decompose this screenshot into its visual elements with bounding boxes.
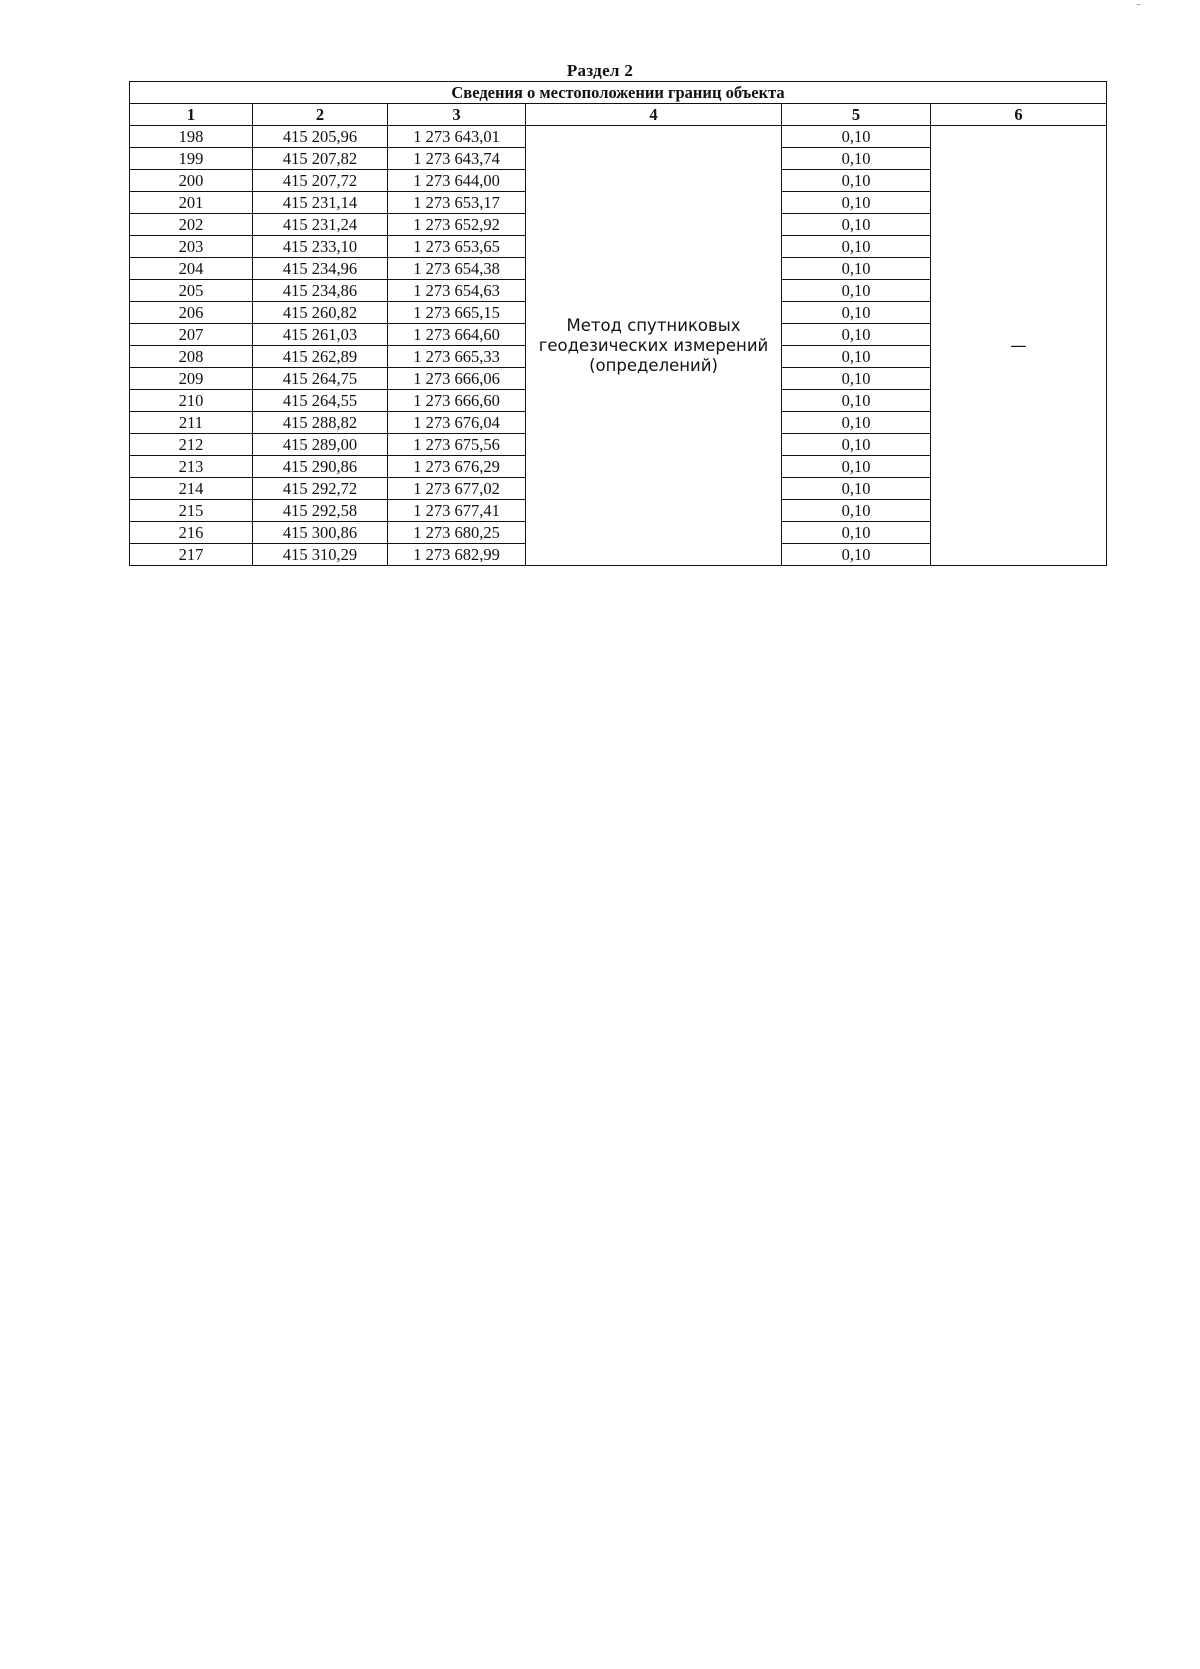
- x-coordinate-cell: 415 233,10: [253, 236, 388, 258]
- accuracy-cell: 0,10: [782, 170, 931, 192]
- point-number-cell: 206: [130, 302, 253, 324]
- scan-speck: [1137, 4, 1140, 5]
- x-coordinate-cell: 415 292,72: [253, 478, 388, 500]
- column-number-6: 6: [931, 104, 1107, 126]
- accuracy-cell: 0,10: [782, 214, 931, 236]
- point-number-cell: 202: [130, 214, 253, 236]
- y-coordinate-cell: 1 273 676,29: [388, 456, 526, 478]
- accuracy-cell: 0,10: [782, 544, 931, 566]
- x-coordinate-cell: 415 261,03: [253, 324, 388, 346]
- x-coordinate-cell: 415 264,75: [253, 368, 388, 390]
- x-coordinate-cell: 415 231,14: [253, 192, 388, 214]
- section-title: Раздел 2: [566, 61, 634, 80]
- x-coordinate-cell: 415 300,86: [253, 522, 388, 544]
- y-coordinate-cell: 1 273 675,56: [388, 434, 526, 456]
- point-number-cell: 204: [130, 258, 253, 280]
- y-coordinate-cell: 1 273 643,01: [388, 126, 526, 148]
- column-number-4: 4: [526, 104, 782, 126]
- y-coordinate-cell: 1 273 654,63: [388, 280, 526, 302]
- x-coordinate-cell: 415 290,86: [253, 456, 388, 478]
- x-coordinate-cell: 415 262,89: [253, 346, 388, 368]
- y-coordinate-cell: 1 273 654,38: [388, 258, 526, 280]
- measurement-method-cell: Метод спутниковых геодезических измерений (определений): [526, 126, 782, 566]
- y-coordinate-cell: 1 273 677,02: [388, 478, 526, 500]
- x-coordinate-cell: 415 260,82: [253, 302, 388, 324]
- column-number-1: 1: [130, 104, 253, 126]
- y-coordinate-cell: 1 273 665,15: [388, 302, 526, 324]
- y-coordinate-cell: 1 273 664,60: [388, 324, 526, 346]
- point-number-cell: 201: [130, 192, 253, 214]
- point-number-cell: 203: [130, 236, 253, 258]
- x-coordinate-cell: 415 234,96: [253, 258, 388, 280]
- y-coordinate-cell: 1 273 666,60: [388, 390, 526, 412]
- point-number-cell: 209: [130, 368, 253, 390]
- column-number-row: [130, 104, 1107, 126]
- boundary-coordinates-table: [129, 81, 1107, 566]
- point-number-cell: 217: [130, 544, 253, 566]
- accuracy-cell: 0,10: [782, 302, 931, 324]
- table-row: [130, 126, 1107, 148]
- y-coordinate-cell: 1 273 666,06: [388, 368, 526, 390]
- point-number-cell: 213: [130, 456, 253, 478]
- point-number-cell: 199: [130, 148, 253, 170]
- point-number-cell: 208: [130, 346, 253, 368]
- point-number-cell: 207: [130, 324, 253, 346]
- y-coordinate-cell: 1 273 676,04: [388, 412, 526, 434]
- accuracy-cell: 0,10: [782, 258, 931, 280]
- accuracy-cell: 0,10: [782, 412, 931, 434]
- point-number-cell: 198: [130, 126, 253, 148]
- x-coordinate-cell: 415 205,96: [253, 126, 388, 148]
- column-number-3: 3: [388, 104, 526, 126]
- y-coordinate-cell: 1 273 644,00: [388, 170, 526, 192]
- point-number-cell: 200: [130, 170, 253, 192]
- accuracy-cell: 0,10: [782, 126, 931, 148]
- accuracy-cell: 0,10: [782, 148, 931, 170]
- accuracy-cell: 0,10: [782, 478, 931, 500]
- accuracy-cell: 0,10: [782, 522, 931, 544]
- y-coordinate-cell: 1 273 665,33: [388, 346, 526, 368]
- x-coordinate-cell: 415 234,86: [253, 280, 388, 302]
- y-coordinate-cell: 1 273 682,99: [388, 544, 526, 566]
- accuracy-cell: 0,10: [782, 192, 931, 214]
- point-number-cell: 216: [130, 522, 253, 544]
- x-coordinate-cell: 415 231,24: [253, 214, 388, 236]
- table-caption: Сведения о местоположении границ объекта: [130, 82, 1107, 104]
- x-coordinate-cell: 415 292,58: [253, 500, 388, 522]
- table-caption-row: [130, 82, 1107, 104]
- accuracy-cell: 0,10: [782, 500, 931, 522]
- column-number-2: 2: [253, 104, 388, 126]
- point-number-cell: 214: [130, 478, 253, 500]
- accuracy-cell: 0,10: [782, 390, 931, 412]
- y-coordinate-cell: 1 273 653,17: [388, 192, 526, 214]
- x-coordinate-cell: 415 264,55: [253, 390, 388, 412]
- table-body: [130, 126, 1107, 566]
- y-coordinate-cell: 1 273 653,65: [388, 236, 526, 258]
- accuracy-cell: 0,10: [782, 324, 931, 346]
- x-coordinate-cell: 415 288,82: [253, 412, 388, 434]
- accuracy-cell: 0,10: [782, 434, 931, 456]
- x-coordinate-cell: 415 289,00: [253, 434, 388, 456]
- y-coordinate-cell: 1 273 677,41: [388, 500, 526, 522]
- y-coordinate-cell: 1 273 652,92: [388, 214, 526, 236]
- column-number-5: 5: [782, 104, 931, 126]
- note-cell: —: [931, 126, 1107, 566]
- y-coordinate-cell: 1 273 680,25: [388, 522, 526, 544]
- x-coordinate-cell: 415 207,82: [253, 148, 388, 170]
- accuracy-cell: 0,10: [782, 456, 931, 478]
- point-number-cell: 215: [130, 500, 253, 522]
- point-number-cell: 210: [130, 390, 253, 412]
- accuracy-cell: 0,10: [782, 368, 931, 390]
- point-number-cell: 212: [130, 434, 253, 456]
- accuracy-cell: 0,10: [782, 280, 931, 302]
- x-coordinate-cell: 415 207,72: [253, 170, 388, 192]
- y-coordinate-cell: 1 273 643,74: [388, 148, 526, 170]
- accuracy-cell: 0,10: [782, 346, 931, 368]
- point-number-cell: 211: [130, 412, 253, 434]
- point-number-cell: 205: [130, 280, 253, 302]
- x-coordinate-cell: 415 310,29: [253, 544, 388, 566]
- accuracy-cell: 0,10: [782, 236, 931, 258]
